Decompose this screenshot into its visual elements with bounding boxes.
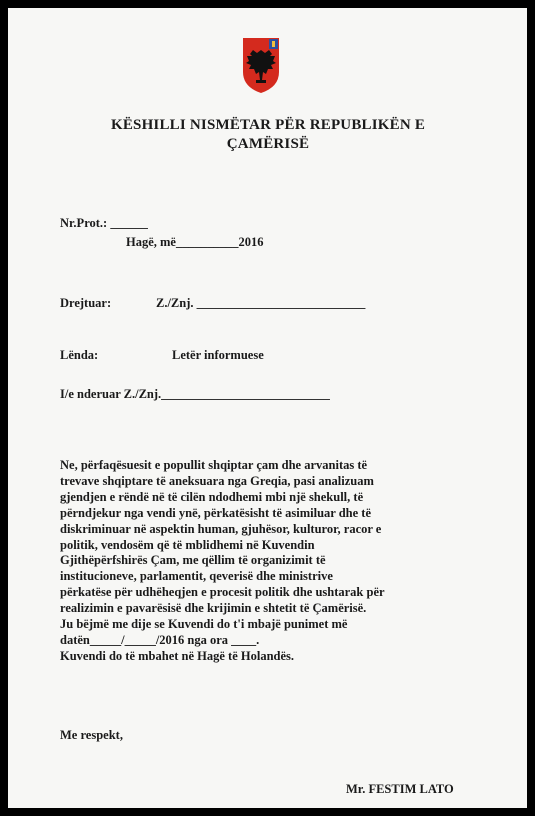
organization-title	[68, 116, 468, 154]
body-line: diskriminuar në aspektin human, gjuhësor, kulturor, racor e	[60, 521, 382, 536]
signature-name: Mr. FESTIM LATO	[346, 782, 454, 796]
body-line: përkatëse për udhëheqjen e procesit politik dhe ushtarak për	[60, 585, 385, 600]
body-line: gjendjen e rëndë në të cilën ndodhemi mbi një shekull, të	[60, 489, 364, 504]
letter-page	[8, 8, 527, 808]
body-line: politik, vendosëm që të mblidhemi në Kuvendin	[60, 537, 315, 552]
addressed-value: Z./Znj. ___________________________	[156, 296, 366, 310]
albanian-eagle-emblem-icon	[240, 32, 282, 94]
organization-title-line2: ÇAMËRISË	[226, 136, 310, 152]
protocol-number: Nr.Prot.: ______	[60, 216, 148, 230]
body-line: institucioneve, parlamentit, qeverisë dhe ministrive	[60, 569, 333, 584]
body-line: Ju bëjmë me dije se Kuvendi do t'i mbajë punimet më	[60, 617, 348, 632]
body-line: Ne, përfaqësuesit e popullit shqiptar çam dhe arvanitas të	[60, 458, 368, 472]
place-date: Hagë, më__________2016	[126, 235, 264, 249]
body-line: përndjekur nga vendi ynë, përkatësisht të asimiluar dhe të	[60, 505, 372, 520]
organization-title-line1: KËSHILLI NISMËTAR PËR REPUBLIKËN E	[110, 117, 426, 133]
body-line: realizimin e pavarësisë dhe krijimin e shtetit të Çamërisë.	[60, 601, 367, 616]
body-line: Gjithëpërfshirës Çam, me qëllim të organizimit të	[60, 553, 326, 568]
letter-body	[60, 458, 490, 665]
recipient-line: I/e nderuar Z./Znj.___________________________	[60, 387, 330, 401]
body-line: trevave shqiptare të aneksuara nga Greqia, pasi analizuam	[60, 473, 374, 488]
closing-greeting: Me respekt,	[60, 728, 123, 742]
subject-label: Lënda:	[60, 348, 99, 362]
subject-value: Letër informuese	[172, 348, 264, 362]
body-line: datën_____/_____/2016 nga ora ____.	[60, 632, 260, 647]
addressed-label: Drejtuar:	[60, 296, 112, 310]
body-line: Kuvendi do të mbahet në Hagë të Holandës.	[60, 648, 295, 663]
